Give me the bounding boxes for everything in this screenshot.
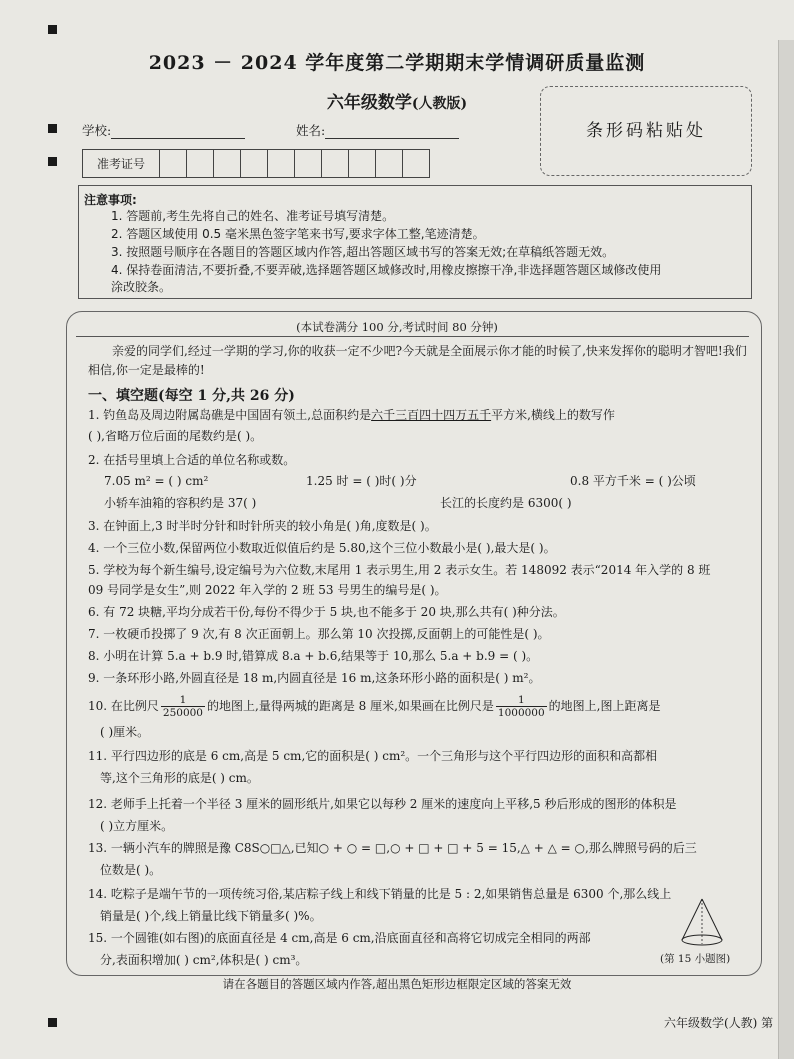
registration-mark: [48, 157, 57, 166]
section-heading: 一、填空题(每空 1 分,共 26 分): [88, 388, 295, 404]
question-15-cont: 分,表面积增加( ) cm²,体积是( ) cm³。: [100, 953, 308, 967]
registration-mark: [48, 25, 57, 34]
note-item: 4. 保持卷面清洁,不要折叠,不要弄破,选择题答题区域修改时,用橡皮擦擦干净,非选择题答题区域修改使用: [111, 263, 662, 277]
question-11-cont: 等,这个三角形的底是( ) cm。: [100, 771, 259, 785]
question-11: 11. 平行四边形的底是 6 cm,高是 5 cm,它的面积是( ) cm²。一个三角形与这个平行四边形的面积和高都相: [88, 749, 658, 763]
question-4: 4. 一个三位小数,保留两位小数取近似值后约是 5.80,这个三位小数最小是( ),最大是( )。: [88, 541, 556, 555]
answer-area-footer: 请在各题目的答题区域内作答,超出黑色矩形边框限定区域的答案无效: [222, 977, 572, 991]
scale-fraction-1: $\frac{1}{250000}$: [162, 694, 203, 719]
school-field[interactable]: 学校:: [82, 121, 245, 139]
question-12: 12. 老师手上托着一个半径 3 厘米的圆形纸片,如果它以每秒 2 厘米的速度向上平移,5 秒后形成的图形的体积是: [88, 797, 677, 811]
intro-text: 亲爱的同学们,经过一学期的学习,你的收获一定不少吧?今天就是全面展示你才能的时候了,快来发挥你的聪明才智吧!我们相信,你一定是最棒的!: [88, 344, 747, 377]
name-field[interactable]: 姓名:: [296, 121, 459, 139]
exam-paper: 2023 － 2024 学年度第二学期期末学情调研质量监测 六年级数学(人教版) 学校: 姓名: 准考证号 条形码粘贴处 注意事项: 1. 答题前,考生先将自己的姓名、准考证号填写清楚。 2. 答题区域使用 0.5 毫米黑色签字笔来书写,要求字体工整,笔迹清楚。 3. 按照题号顺序在各题目的答题区域内作答,超出答题区域书写的答案无效;在草稿纸答题无效。 4. 保持卷面清洁,不要折叠,不要弄破,选择题答题区域修改时,用橡皮擦擦干净,非选择题答题区域修改使用 涂改胶条。 (本试卷满分 100 分,考试时间 80 分钟) 亲爱的同学们,经过一学期的学习,你的收获一定不少吧?今天就是全面展示你才能的时候了,快来发挥你的聪明才智吧!我们相信,你一定是最棒的! 一、填空题(每空 1 分,共 26 分) 1. 钓鱼岛及周边附属岛礁是中国固有领土,总面积约是六千三百四十四万五千平方米,横线上的数写作 ( ),省略万位后面的尾数约是( )。 2. 在括号里填上合适的单位名称或数。 7.05 m² = ( ) cm² 1.25 时 = ( )时( )分 0.8 平方千米 = ( )公顷 小轿车油箱的容积约是 37( ) 长江的长度约是 6300( ) 3. 在钟面上,3 时半时分针和时针所夹的较小角是( )角,度数是( )。 4. 一个三位小数,保留两位小数取近似值后约是 5.80,这个三位小数最小是( ),最大是( )。 5. 学校为每个新生编号,设定编号为六位数,末尾用 1 表示男生,用 2 表示女生。若 148092 表示“2014 年入学的 8 班 09 号同学是女生”,则 2022 年入学的 2 班 53 号男生的编号是( )。 6. 有 72 块糖,平均分成若干份,每份不得少于 5 块,也不能多于 20 块,那么共有( )种分法。 7. 一枚硬币投掷了 9 次,有 8 次正面朝上。那么第 10 次投掷,反面朝上的可能性是( )。 8. 小明在计算 5.a + b.9 时,错算成 8.a + b.6,结果等于 10,那么 5.a + b.9 = ( )。 9. 一条环形小路,外圆直径是 18 m,内圆直径是 16 m,这条环形小路的面积是( ) m²。 10. 在比例尺 $\frac{1}{250000}$ 的地图上,量得两城的距离是 8 厘米,如果画在比例尺是 $\frac{1}{1000000}$ 的地图上,图上距离是 ( )厘米。 11. 平行四边形的底是 6 cm,高是 5 cm,它的面积是( ) cm²。一个三角形与这个平行四边形的面积和高都相 等,这个三角形的底是( ) cm。 12. 老师手上托着一个半径 3 厘米的圆形纸片,如果它以每秒 2 厘米的速度向上平移,5 秒后形成的图形的体积是 ( )立方厘米。 13. 一辆小汽车的牌照是豫 C8S○□△,已知○ + ○ = □,○ + □ + □ + 5 = 15,△ + △ = ○,那么牌照号码的后三 位数是( )。 14. 吃粽子是端午节的一项传统习俗,某店粽子线上和线下销量的比是 5 : 2,如果销售总量是 6300 个,那么线上 销量是( )个,线上销量比线下销量多( )%。 15. 一个圆锥(如右图)的底面直径是 4 cm,高是 6 cm,沿底面直径和高将它切成完全相同的两部 分,表面积增加( ) cm²,体积是( ) cm³。 (第 15 小题图) 请在各题目的答题区域内作答,超出黑色矩形边框限定区域的答案无效 六年级数学(人教) 第: [0, 0, 794, 1059]
registration-mark: [48, 124, 57, 133]
question-2: 2. 在括号里填上合适的单位名称或数。: [88, 453, 296, 467]
question-1-cont: ( ),省略万位后面的尾数约是( )。: [88, 429, 263, 443]
page-subtitle: 六年级数学(人教版): [326, 93, 468, 113]
divider: [76, 336, 749, 337]
question-14: 14. 吃粽子是端午节的一项传统习俗,某店粽子线上和线下销量的比是 5 : 2,如果销售总量是 6300 个,那么线上: [88, 887, 672, 901]
notes-box: [78, 185, 752, 299]
figure-caption: (第 15 小题图): [660, 953, 731, 965]
exam-number-grid[interactable]: [82, 149, 430, 178]
question-8: 8. 小明在计算 5.a + b.9 时,错算成 8.a + b.6,结果等于 10,那么 5.a + b.9 = ( )。: [88, 649, 539, 663]
question-9: 9. 一条环形小路,外圆直径是 18 m,内圆直径是 16 m,这条环形小路的面积是( ) m²。: [88, 671, 541, 685]
question-13: 13. 一辆小汽车的牌照是豫 C8S○□△,已知○ + ○ = □,○ + □ + □ + 5 = 15,△ + △ = ○,那么牌照号码的后三: [88, 841, 697, 855]
question-10: 10. 在比例尺 $\frac{1}{250000}$ 的地图上,量得两城的距离是 8 厘米,如果画在比例尺是 $\frac{1}{1000000}$ 的地图上,图上距离是: [88, 694, 661, 719]
question-14-cont: 销量是( )个,线上销量比线下销量多( )%。: [100, 909, 322, 923]
question-15: 15. 一个圆锥(如右图)的底面直径是 4 cm,高是 6 cm,沿底面直径和高将它切成完全相同的两部: [88, 931, 591, 945]
registration-mark: [48, 1018, 57, 1027]
score-info: (本试卷满分 100 分,考试时间 80 分钟): [296, 320, 498, 334]
question-3: 3. 在钟面上,3 时半时分针和时针所夹的较小角是( )角,度数是( )。: [88, 519, 437, 533]
scale-fraction-2: $\frac{1}{1000000}$: [497, 694, 545, 719]
question-13-cont: 位数是( )。: [100, 863, 162, 877]
question-5-cont: 09 号同学是女生”,则 2022 年入学的 2 班 53 号男生的编号是( )。: [88, 583, 447, 597]
question-12-cont: ( )立方厘米。: [100, 819, 174, 833]
note-item: 2. 答题区域使用 0.5 毫米黑色签字笔来书写,要求字体工整,笔迹清楚。: [111, 227, 485, 241]
question-7: 7. 一枚硬币投掷了 9 次,有 8 次正面朝上。那么第 10 次投掷,反面朝上的可能性是( )。: [88, 627, 550, 641]
exam-number-label: 准考证号: [83, 150, 160, 178]
note-item: 涂改胶条。: [111, 280, 172, 294]
question-6: 6. 有 72 块糖,平均分成若干份,每份不得少于 5 块,也不能多于 20 块,那么共有( )种分法。: [88, 605, 565, 619]
next-page-edge: [778, 40, 794, 1059]
barcode-area: 条形码粘贴处: [540, 86, 752, 176]
page-footer: 六年级数学(人教) 第: [664, 1016, 774, 1030]
notes-heading: 注意事项:: [84, 193, 137, 207]
question-1: 1. 钓鱼岛及周边附属岛礁是中国固有领土,总面积约是六千三百四十四万五千平方米,横线上的数写作: [88, 408, 615, 422]
note-item: 1. 答题前,考生先将自己的姓名、准考证号填写清楚。: [111, 209, 395, 223]
cone-figure: [678, 896, 726, 952]
note-item: 3. 按照题号顺序在各题目的答题区域内作答,超出答题区域书写的答案无效;在草稿纸答题无效。: [111, 245, 615, 259]
question-10-cont: ( )厘米。: [100, 725, 150, 739]
page-title: 2023 － 2024 学年度第二学期期末学情调研质量监测: [148, 52, 646, 74]
question-5: 5. 学校为每个新生编号,设定编号为六位数,末尾用 1 表示男生,用 2 表示女生。若 148092 表示“2014 年入学的 8 班: [88, 563, 711, 577]
